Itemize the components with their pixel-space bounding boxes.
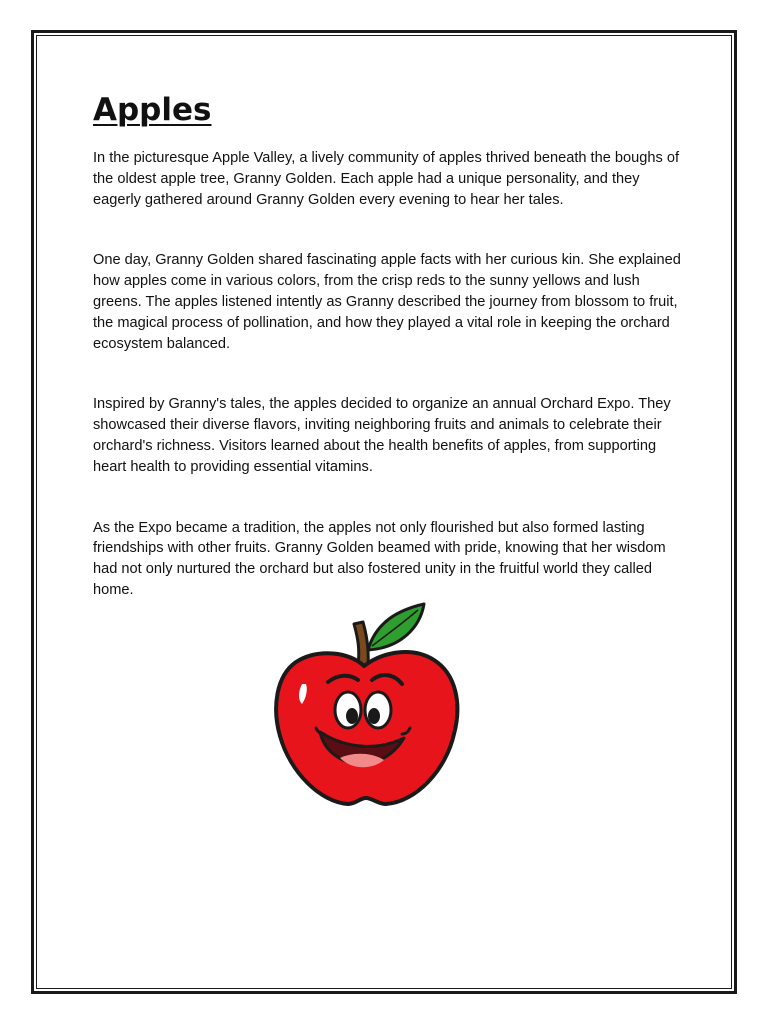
paragraph: Inspired by Granny's tales, the apples decided to organize an annual Orchard Expo. They showcased their diverse flavors, inviting neighboring fruits and animals to celebrate their orchard's richness. Visitors learned about the health benefits of apples, from supporting heart health to providing essential vitamins.: [93, 396, 671, 475]
apple-eye-left: [335, 692, 361, 728]
document-title: Apples: [93, 92, 212, 128]
apple-eye-right: [365, 692, 391, 728]
paragraph: As the Expo became a tradition, the apples not only flourished but also formed lasting friendships with other fruits. Granny Golden beamed with pride, knowing that her wisdom had not only nurtured the orchard but also fostered unity in the fruitful world they called home.: [93, 519, 666, 598]
paragraph: In the picturesque Apple Valley, a lively community of apples thrived beneath the boughs of the oldest apple tree, Granny Golden. Each apple had a unique personality, and they eagerly gathered around Granny Golden every evening to hear her tales.: [93, 150, 680, 208]
document-content: [93, 90, 683, 641]
paragraph: One day, Granny Golden shared fascinating apple facts with her curious kin. She explained how apples come in various colors, from the crisp reds to the sunny yellows and lush greens. The apples listened intently as Granny described the journey from blossom to fruit, the magical process of pollination, and how they played a vital role in keeping the orchard ecosystem balanced.: [93, 252, 681, 352]
smiling-apple-icon: [268, 600, 464, 810]
apple-body: [276, 652, 457, 804]
